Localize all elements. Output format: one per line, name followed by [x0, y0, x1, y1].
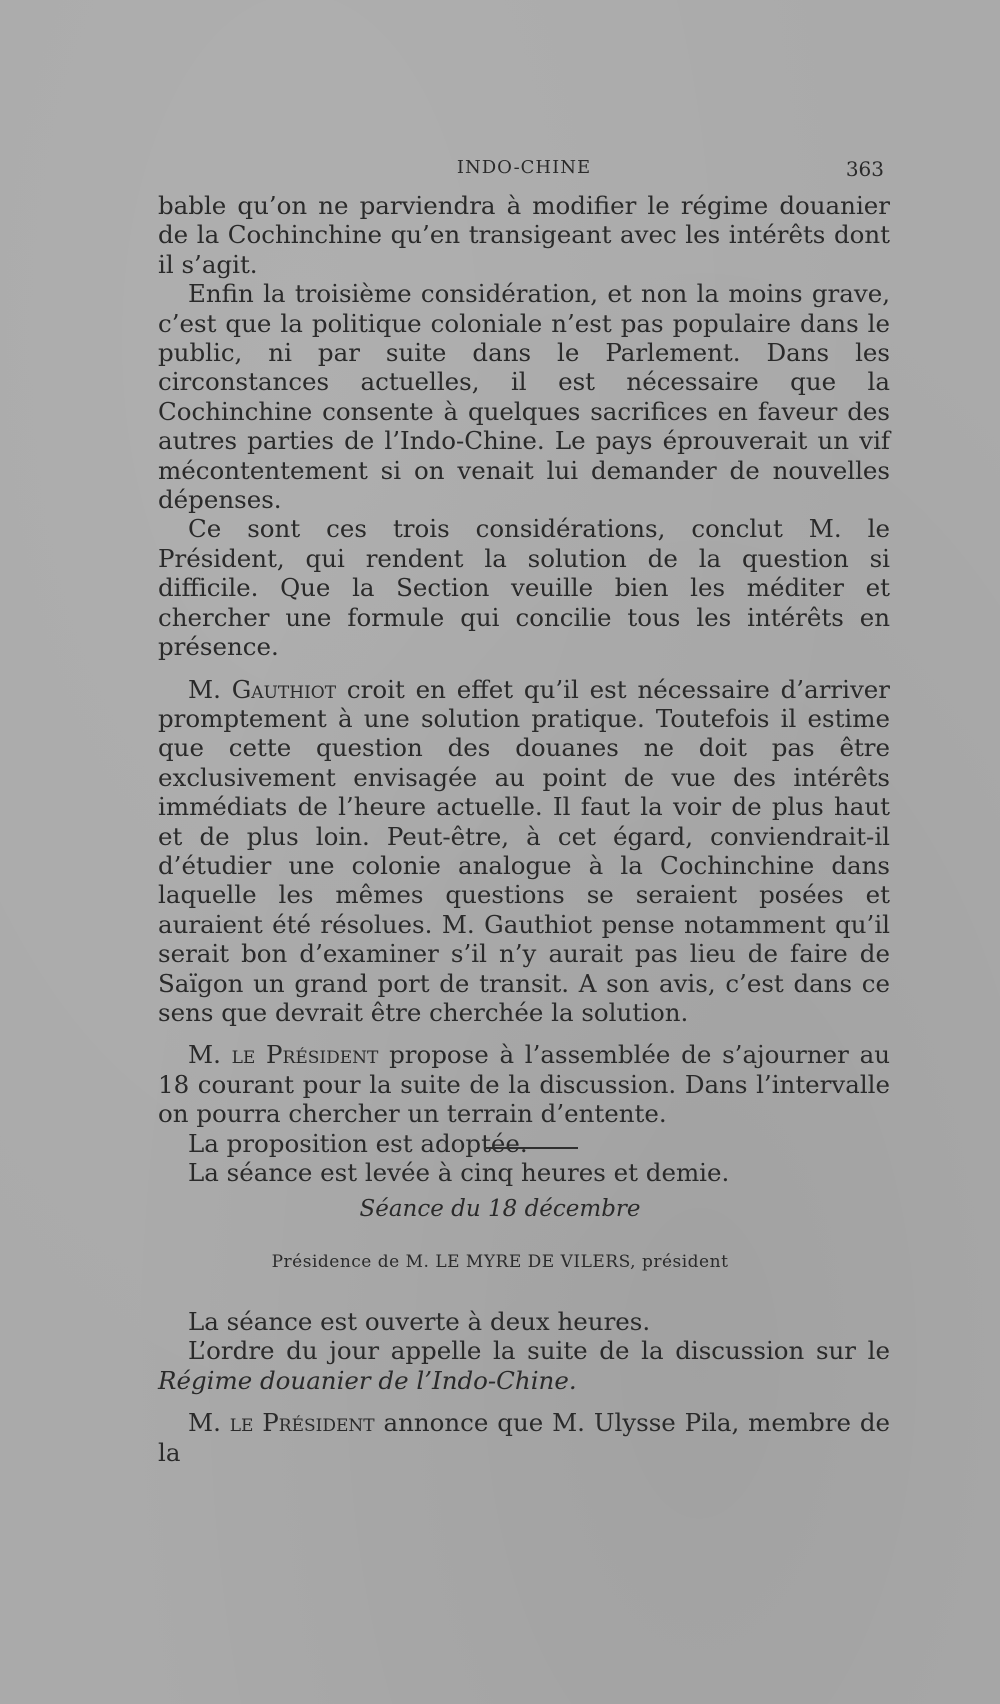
paragraph-president-proposal	[158, 1040, 890, 1128]
speaker-name: M. Gauthiot	[188, 674, 337, 704]
page-number: 363	[845, 157, 884, 181]
body-text-top	[158, 191, 890, 1187]
paragraph-gauthiot	[158, 675, 890, 1028]
paragraph-order-of-day	[158, 1336, 890, 1395]
running-head-title: INDO-CHINE	[456, 157, 592, 178]
paragraph-adopted: La proposition est adoptée.	[188, 1128, 528, 1158]
session-heading: Séance du 18 décembre	[359, 1196, 641, 1222]
paragraph-text: annonce que M. Ulysse Pila, membre de la	[158, 1408, 890, 1467]
running-head	[158, 157, 890, 181]
paragraph-conclusion: Ce sont ces trois considérations, conclut M. le Président, qui rendent la solution de la question si difficile. Que la Section veuille bien les méditer et chercher une formule qui concilie tous les intérêts en présence.	[158, 514, 890, 662]
paragraph-text: propose à l’assemblée de s’ajourner au 18 courant pour la suite de la discussion. Dans l’intervalle on pourra chercher un terrain d’entente.	[158, 1040, 890, 1129]
paragraph-adjourned: La séance est levée à cinq heures et demie.	[188, 1158, 730, 1187]
paragraph-continuation: bable qu’on ne parviendra à modifier le régime douanier de la Cochinchine qu’en transigeant avec les intérêts dont il s’agit.	[158, 191, 890, 279]
presidence-line: Présidence de M. LE MYRE DE VILERS, président	[271, 1252, 729, 1272]
paragraph-president-announces	[158, 1408, 890, 1467]
section-divider	[484, 1147, 578, 1149]
paragraph-third-consideration: Enfin la troisième considération, et non la moins grave, c’est que la politique coloniale n’est pas populaire dans le public, ni par suite dans le Parlement. Dans les circonstances actuelles, il est nécessaire que la Cochinchine consente à quelques sacrifices en faveur des autres parties de l’Indo-Chine. Le pays éprouverait un vif mécontentement si on venait lui demander de nouvelles dépenses.	[158, 279, 890, 515]
body-text-bottom	[158, 1307, 890, 1467]
speaker-name: M. le Président	[188, 1408, 375, 1438]
paragraph-opened: La séance est ouverte à deux heures.	[188, 1307, 651, 1336]
italic-title: Régime douanier de l’Indo-Chine.	[158, 1365, 577, 1395]
speaker-name: M. le Président	[188, 1040, 379, 1070]
paragraph-text: croit en effet qu’il est nécessaire d’arriver promptement à une solution pratique. Toutefois il estime que cette question des douanes ne doit pas être exclusivement envisagée au point de vue des intérêts immédiats de l’heure actuelle. Il faut la voir de plus haut et de plus loin. Peut-être, à cet égard, conviendrait-il d’étudier une colonie analogue à la Cochinchine dans laquelle les mêmes questions se seraient posées et auraient été résolues. M. Gauthiot pense notamment qu’il serait bon d’examiner s’il n’y aurait pas lieu de faire de Saïgon un grand port de transit. A son avis, c’est dans ce sens que devrait être cherchée la solution.	[158, 674, 891, 1027]
paragraph-text: L’ordre du jour appelle la suite de la discussion sur le	[188, 1336, 890, 1366]
